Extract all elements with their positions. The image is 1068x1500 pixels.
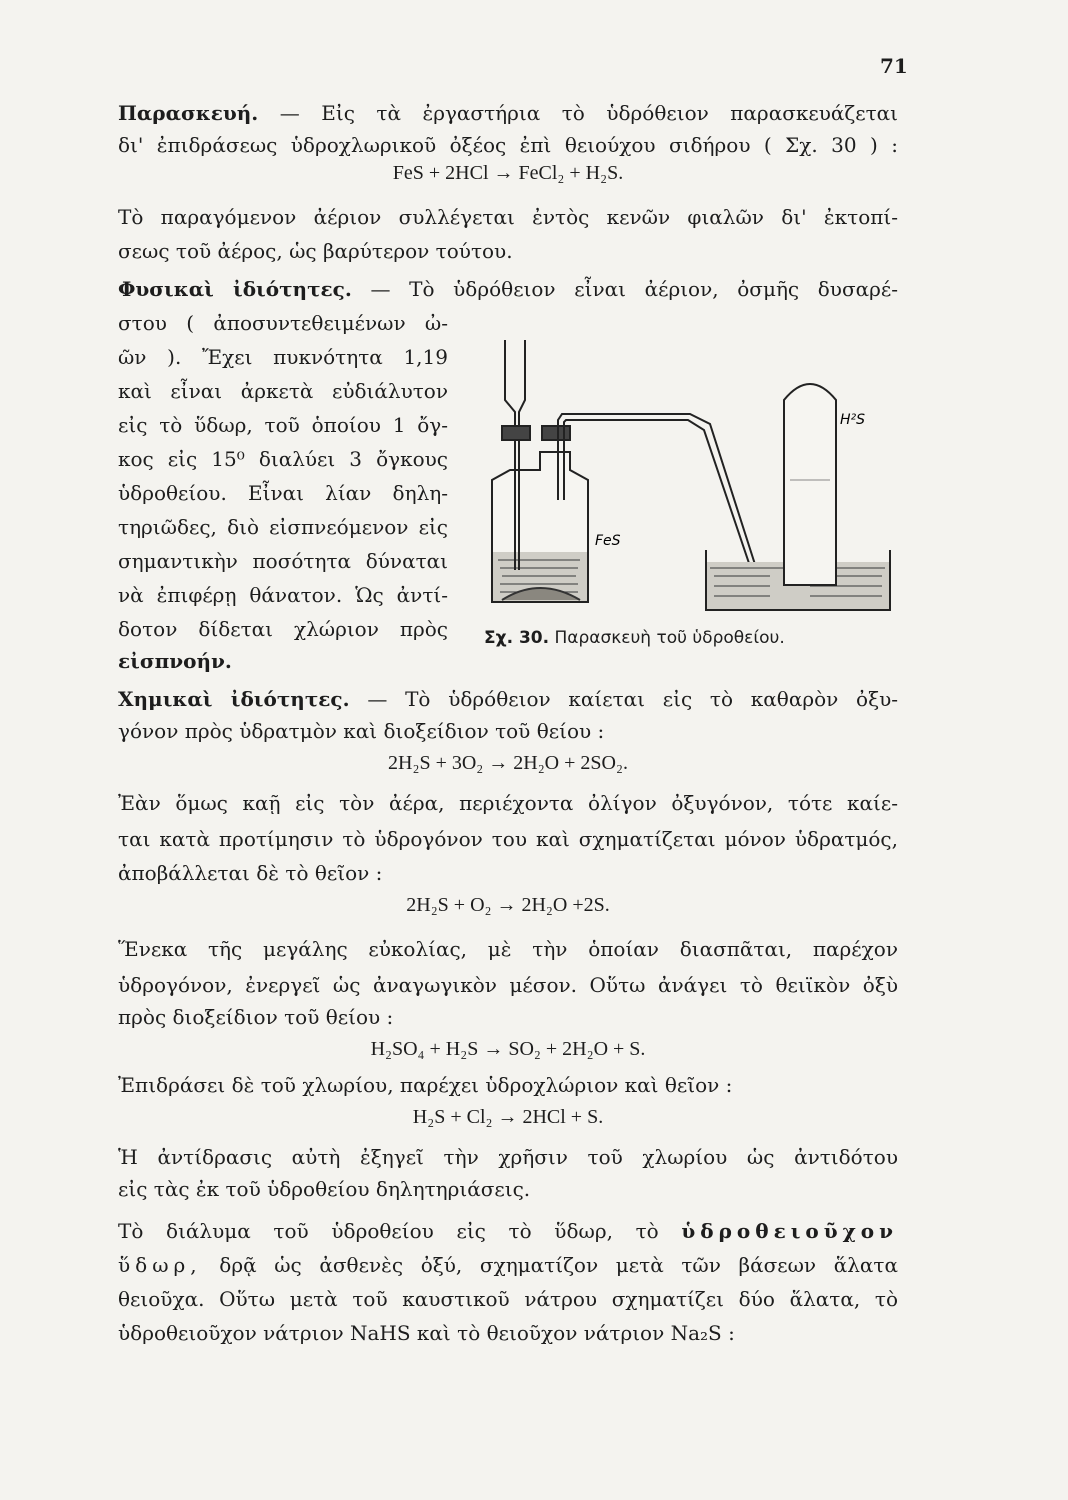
phys-line-10: νὰ ἐπιφέρῃ θάνατον. Ὡς ἀντί-: [118, 583, 448, 607]
fes-label: FeS: [595, 533, 621, 549]
prep-line-4: σεως τοῦ ἀέρος, ὡς βαρύτερον τούτου.: [118, 239, 513, 263]
equation-2: 2H₂S + 3O₂ → 2H₂O + 2SO₂.: [388, 752, 628, 774]
chem-line-6: Ἕνεκα τῆς μεγάλης εὐκολίας, μὲ τὴν ὁποίαν διασπᾶται, παρέχον: [118, 937, 898, 961]
equation-3: 2H₂S + O₂ → 2H₂O +2S.: [406, 894, 610, 916]
chem-line-8: πρὸς διοξείδιον τοῦ θείου :: [118, 1005, 394, 1029]
sol-line-3: θειοῦχα. Οὕτω μετὰ τοῦ καυστικοῦ νάτρου σχηματίζει δύο ἅλατα, τὸ: [118, 1287, 898, 1311]
phys-line-6: κος εἰς 15⁰ διαλύει 3 ὄγκους: [118, 447, 448, 471]
phys-line-5: εἰς τὸ ὕδωρ, τοῦ ὁποίου 1 ὄγ-: [118, 413, 448, 437]
chem-line-4: ται κατὰ προτίμησιν τὸ ὑδρογόνον του καὶ σχηματίζεται μόνον ὑδρατμός,: [118, 827, 898, 851]
phys-line-4: καὶ εἶναι ἀρκετὰ εὐδιάλυτον: [118, 379, 448, 403]
phys-line-3: ῶν ). Ἔχει πυκνότητα 1,19: [118, 345, 448, 369]
chem-line-11: εἰς τὰς ἐκ τοῦ ὑδροθείου δηλητηριάσεις.: [118, 1177, 531, 1201]
prep-heading: Παρασκευή.: [118, 101, 259, 125]
sol-line-4: ὑδροθειοῦχον νάτριον NaHS καὶ τὸ θειοῦχον νάτριον Na₂S :: [118, 1321, 735, 1345]
apparatus-figure: [470, 340, 900, 620]
figure-caption: Σχ. 30. Παρασκευὴ τοῦ ὑδροθείου.: [484, 628, 785, 648]
spaced-term: ὑδροθειοῦχον: [681, 1219, 898, 1243]
equation-4: H₂SO₄ + H₂S → SO₂ + 2H₂O + S.: [370, 1038, 646, 1060]
chem-line-2: γόνον πρὸς ὑδρατμὸν καὶ διοξείδιον τοῦ θείου :: [118, 719, 605, 743]
prep-line-3: Τὸ παραγόμενον ἀέριον συλλέγεται ἐντὸς κενῶν φιαλῶν δι' ἐκτοπί-: [118, 205, 898, 229]
chem-line-7: ὑδρογόνον, ἐνεργεῖ ὡς ἀναγωγικὸν μέσον. Οὕτω ἀνάγει τὸ θειϊκὸν ὀξὺ: [118, 973, 898, 997]
equation-5: H₂S + Cl₂ → 2HCl + S.: [412, 1106, 604, 1128]
phys-line-12: εἰσπνοήν.: [118, 649, 232, 673]
phys-line-1: Φυσικαὶ ἰδιότητες. — Τὸ ὑδρόθειον εἶναι ἀέριον, ὀσμῆς δυσαρέ-: [118, 277, 899, 301]
chem-line-5: ἀποβάλλεται δὲ τὸ θεῖον :: [118, 861, 383, 885]
sol-line-1: Τὸ διάλυμα τοῦ ὑδροθείου εἰς τὸ ὕδωρ, τὸ ὑδροθειοῦχον: [118, 1219, 898, 1243]
phys-line-9: σημαντικὴν ποσότητα δύναται: [118, 549, 448, 573]
chem-line-9: Ἐπιδράσει δὲ τοῦ χλωρίου, παρέχει ὑδροχλώριον καὶ θεῖον :: [118, 1073, 733, 1097]
h2s-label: H²S: [840, 412, 866, 428]
phys-heading: Φυσικαὶ ἰδιότητες.: [118, 277, 352, 301]
chem-line-3: Ἐὰν ὅμως καῇ εἰς τὸν ἀέρα, περιέχοντα ὀλίγον ὀξυγόνον, τότε καίε-: [118, 791, 898, 815]
phys-line-2: στου ( ἀποσυντεθειμένων ὠ-: [118, 311, 448, 335]
chem-line-10: Ἡ ἀντίδρασις αὐτὴ ἐξηγεῖ τὴν χρῆσιν τοῦ χλωρίου ὡς ἀντιδότου: [118, 1145, 898, 1169]
phys-line-7: ὑδροθείου. Εἶναι λίαν δηλη-: [118, 481, 448, 505]
page-number: 71: [880, 54, 908, 78]
prep-line-1: Παρασκευή. — Εἰς τὰ ἐργαστήρια τὸ ὑδρόθειον παρασκευάζεται: [118, 101, 898, 125]
chem-heading: Χημικαὶ ἰδιότητες.: [118, 687, 350, 711]
chem-line-1: Χημικαὶ ἰδιότητες. — Τὸ ὑδρόθειον καίεται εἰς τὸ καθαρὸν ὀξυ-: [118, 687, 898, 711]
equation-1: FeS + 2HCl → FeCl₂ + H₂S.: [392, 162, 624, 184]
phys-line-8: τηριῶδες, διὸ εἰσπνεόμενον εἰς: [118, 515, 448, 539]
figure-caption-number: Σχ. 30.: [484, 628, 550, 648]
sol-line-2: ὕδωρ, δρᾷ ὡς ἀσθενὲς ὀξύ, σχηματίζον μετὰ τῶν βάσεων ἅλατα: [118, 1253, 898, 1277]
prep-line-2: δι' ἐπιδράσεως ὑδροχλωρικοῦ ὀξέος ἐπὶ θειούχου σιδήρου ( Σχ. 30 ) :: [118, 133, 898, 157]
phys-line-11: δοτον δίδεται χλώριον πρὸς: [118, 617, 448, 641]
